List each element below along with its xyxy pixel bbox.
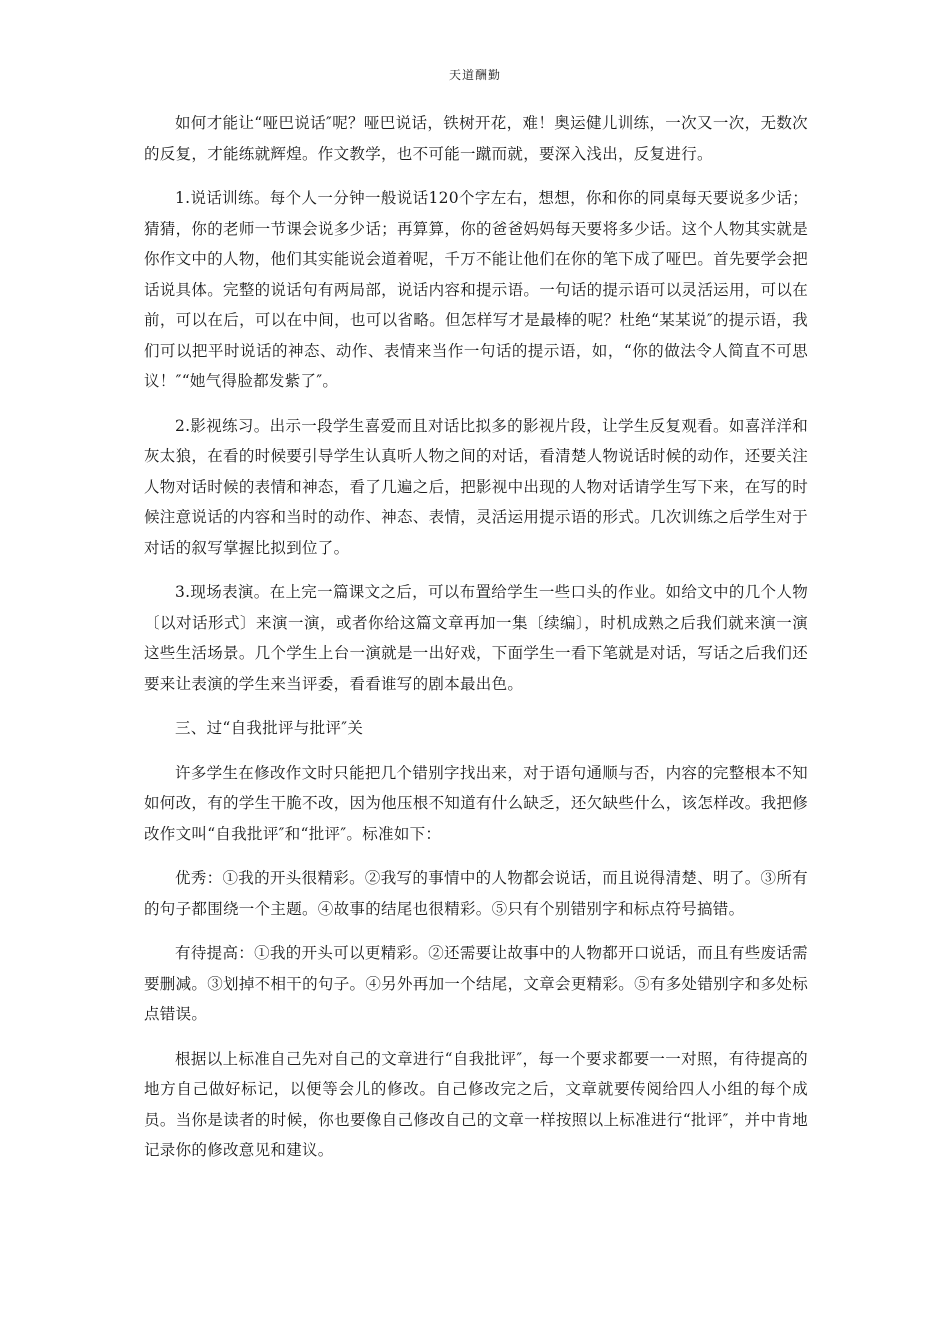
paragraph-improve-criteria: 有待提高：①我的开头可以更精彩。②还需要让故事中的人物都开口说话，而且有些废话需要删减。③划掉不相干的句子。④另外再加一个结尾，文章会更精彩。⑤有多处错别字和多处标点错误。 <box>144 944 808 1023</box>
paragraph-intro: 如何才能让“哑巴说话″呢？哑巴说话，铁树开花，难！奥运健儿训练，一次又一次，无数次的反复，才能练就辉煌。作文教学，也不可能一蹴而就，要深入浅出，反复进行。 <box>144 114 808 163</box>
page-header: 天道酬勤 <box>448 68 501 82</box>
paragraph-excellent-criteria: 优秀：①我的开头很精彩。②我写的事情中的人物都会说话，而且说得清楚、明了。③所有的句子都围绕一个主题。④故事的结尾也很精彩。⑤只有个别错别字和标点符号搞错。 <box>144 869 808 918</box>
paragraph-revision-intro: 许多学生在修改作文时只能把几个错别字找出来，对于语句通顺与否，内容的完整根本不知如何改，有的学生干脆不改，因为他压根不知道有什么缺乏，还欠缺些什么，该怎样改。我把修改作文叫“自我批评″和“批评″。标准如下： <box>144 763 808 843</box>
document-body <box>144 108 808 1180</box>
paragraph-video-practice: 2.影视练习。出示一段学生喜爱而且对话比拟多的影视片段，让学生反复观看。如喜洋洋和灰太狼，在看的时候要引导学生认真听人物之间的对话，看清楚人物说话时候的动作，还要关注人物对话时候的表情和神态，看了几遍之后，把影视中出现的人物对话请学生写下来，在写的时候注意说话的内容和当时的动作、神态、表情，灵活运用提示语的形式。几次训练之后学生对于对话的叙写掌握比拟到位了。 <box>144 416 808 557</box>
paragraph-peer-review: 根据以上标准自己先对自己的文章进行“自我批评″，每一个要求都要一一对照，有待提高的地方自己做好标记，以便等会儿的修改。自己修改完之后，文章就要传阅给四人小组的每个成员。当你是读者的时候，你也要像自己修改自己的文章一样按照以上标准进行“批评″，并中肯地记录你的修改意见和建议。 <box>144 1049 808 1159</box>
section-heading-self-criticism: 三、过“自我批评与批评″关 <box>175 719 364 737</box>
paragraph-live-performance: 3.现场表演。在上完一篇课文之后，可以布置给学生一些口头的作业。如给文中的几个人物〔以对话形式〕来演一演，或者你给这篇文章再加一集〔续编〕，时机成熟之后我们就来演一演这些生活场景。几个学生上台一演就是一出好戏，下面学生一看下笔就是对话，写话之后我们还要来让表演的学生来当评委，看看谁写的剧本最出色。 <box>144 583 808 693</box>
paragraph-speaking-training: 1.说话训练。每个人一分钟一般说话120个字左右，想想，你和你的同桌每天要说多少话；猜猜，你的老师一节课会说多少话；再算算，你的爸爸妈妈每天要将多少话。这个人物其实就是你作文中的人物，他们其实能说会道着呢，千万不能让他们在你的笔下成了哑巴。首先要学会把话说具体。完整的说话句有两局部，说话内容和提示语。一句话的提示语可以灵活运用，可以在前，可以在后，可以在中间，也可以省略。但怎样写才是最棒的呢？杜绝“某某说″的提示语，我们可以把平时说话的神态、动作、表情来当作一句话的提示语，如，“你的做法令人简直不可思议！″“她气得脸都发紫了″。 <box>144 189 808 390</box>
